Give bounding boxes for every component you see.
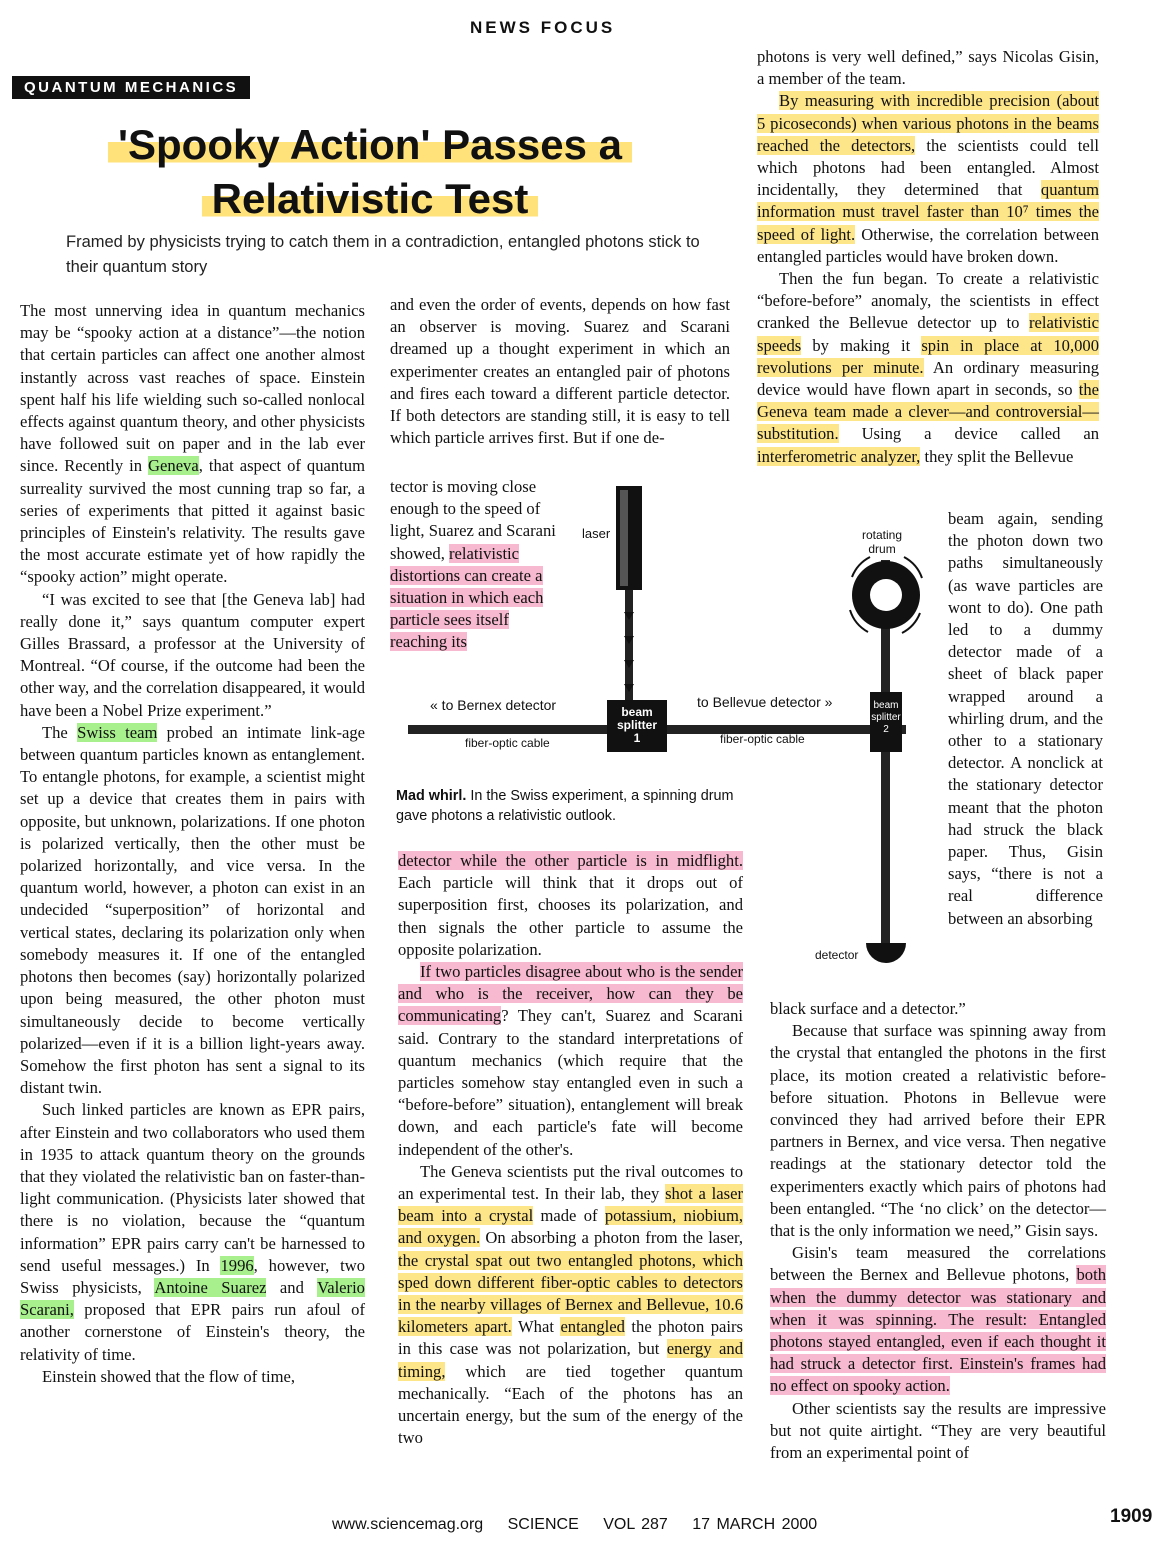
highlight-yellow: By measuring with incredible precision (about 5 picoseconds) when various photons in the beams reached the detectors, bbox=[757, 91, 1099, 155]
text: and bbox=[266, 1277, 318, 1297]
text: Gisin's team measured the correlations between the Bernex and Bellevue photons, bbox=[770, 1243, 1106, 1285]
beam-splitter-1-label bbox=[607, 706, 667, 745]
detector-label: detector bbox=[815, 948, 859, 962]
text: tector is moving close enough to the speed of light, Suarez and Scarani showed, bbox=[390, 477, 556, 563]
text: Each particle will think that it drops out of superposition first, chooses its polarization, and then signals the other particle to assume the opposite polarization. bbox=[398, 873, 743, 959]
section-tag: QUANTUM MECHANICS bbox=[12, 76, 250, 99]
footer-date: 17 MARCH 2000 bbox=[692, 1516, 818, 1533]
text: The most unnerving idea in quantum mechanics may be “spooky action at a distance”—the notion that certain particles can affect one another almost instantly across vast reaches of space. Einstein spent half his life wielding such so-called nonlocal effects against quantum theory, and other physicists have followed suit on paper and in the lab ever since. Recently in bbox=[20, 301, 365, 476]
laser-label: laser bbox=[582, 526, 611, 541]
highlight-green: 1996 bbox=[220, 1255, 254, 1275]
highlight-green: Swiss team bbox=[77, 722, 158, 742]
text: the photon pairs in this case was not polarization, but bbox=[398, 1317, 743, 1359]
fiber-label-right: fiber-optic cable bbox=[720, 732, 805, 746]
beam-splitter-2-label bbox=[870, 700, 902, 736]
laser-device bbox=[616, 486, 642, 590]
caption-title: Mad whirl. bbox=[396, 788, 467, 804]
text: Otherwise, the correlation between entangled particles would have broken down. bbox=[757, 224, 1099, 266]
paragraph bbox=[770, 1242, 1106, 1397]
page-number: 1909 bbox=[1110, 1506, 1153, 1527]
paragraph: “I was excited to see that [the Geneva lab] had really done it,” says quantum computer expert Gilles Brassard, a professor at the University of Montreal. “Of course, if the outcome had been the other way, and the correlation disappeared, it would have been a Nobel Prize experiment.” bbox=[20, 589, 365, 720]
to-bernex-label: « to Bernex detector bbox=[430, 697, 557, 713]
text: splitter bbox=[616, 718, 657, 732]
text: The Geneva scientists put the rival outcomes to an experimental test. In their lab, they bbox=[398, 1161, 743, 1204]
highlight-yellow: potassium, niobium, and oxygen. bbox=[398, 1206, 744, 1248]
highlight-green: Antoine Suarez bbox=[154, 1277, 267, 1297]
paragraph: beam again, sending the photon down two paths simultaneously (as wave particles are wont to do). One path led to a dummy detector made of a sheet of black paper wrapped around a whirling drum, and the other to a stationary detector. A nonclick at the stationary detector meant that the photon had struck the black paper. Thus, Gisin says, “there is not a real difference between an absorbing bbox=[948, 509, 1103, 928]
paragraph: Because that surface was spinning away from the crystal that entangled the photons in the first place, its motion created a relativistic before-before situation. Photons in Bellevue were convinced they had arrived before their EPR partners in Bernex, and vice versa. Then negative readings at the stationary detector told the experimenters exactly which pairs of photons had been entangled. “The ‘no click’ on the detector—that is the only information we need,” Gisin says. bbox=[770, 1021, 1106, 1241]
headline-line2: Relativistic Test bbox=[202, 175, 539, 222]
text: Using a device called an bbox=[838, 424, 1099, 444]
fiber-label-left: fiber-optic cable bbox=[465, 736, 550, 750]
highlight-pink: detector while the other particle is in midflight. bbox=[398, 851, 743, 870]
highlight-yellow: the crystal spat out two entangled photons, which sped down different fiber-optic cables to detectors in the nearby villages of Bernex and Bellevue, 10.6 kilometers apart. bbox=[398, 1250, 743, 1337]
text: Then the fun began. To create a relativistic “before-before” anomaly, the scientists in effect cranked the Bellevue detector up to bbox=[757, 269, 1099, 333]
highlight-yellow: interferometric analyzer, bbox=[757, 446, 921, 466]
highlight-green: Valerio Scarani, bbox=[20, 1277, 365, 1320]
paragraph: and even the order of events, depends on how fast an observer is moving. Suarez and Scarani dreamed up a thought experiment in which an experimenter creates an entangled pair of photons and fires each toward a different particle detector. If both detectors are standing still, it is easy to tell which particle arrives first. But if one de- bbox=[390, 295, 730, 448]
text: 2 bbox=[883, 724, 889, 735]
caption-text: In the Swiss experiment, a spinning drum gave photons a relativistic outlook. bbox=[396, 788, 734, 824]
text: , that aspect of quantum surreality survived the most cunning trap so far, a series of experiments that pitted it against basic principles of Einstein's relativity. The results gave the most accurate estimate yet of how rapidly the “spooky action” might operate. bbox=[20, 456, 365, 587]
footer-url: www.sciencemag.org bbox=[332, 1516, 484, 1533]
text: proposed that EPR pairs run afoul of another cornerstone of Einstein's theory, the relativity of time. bbox=[20, 1300, 365, 1364]
text: 1 bbox=[633, 731, 641, 745]
text: rotating bbox=[862, 528, 903, 542]
highlight-yellow: relativistic speeds bbox=[757, 313, 1099, 355]
paragraph bbox=[20, 1099, 365, 1365]
paragraph bbox=[398, 1161, 743, 1450]
text: An ordinary measuring device would have flown apart in seconds, so bbox=[757, 357, 1099, 400]
text: drum bbox=[868, 542, 896, 556]
detector bbox=[866, 943, 906, 963]
footer bbox=[332, 1516, 835, 1534]
text: What bbox=[511, 1317, 561, 1337]
highlight-yellow: energy and timing, bbox=[398, 1339, 743, 1381]
highlight-yellow: quantum information must travel faster than 10⁷ times the speed of light. bbox=[757, 180, 1099, 244]
text: they split the Bellevue bbox=[920, 446, 1074, 466]
text: probed an intimate link-age between quantum particles known as entanglement. To entangle photons, for example, a scientist might set up a device that creates them in pairs with opposite, but unknown, polarizations. If one photon is polarized vertically, then the other must be polarized horizontally, and vice versa. In the quantum world, however, a photon can exist in an undecided “superposition” of horizontal and vertical states, declaring its polarization only when somebody measures it. If one of the entangled photons then becomes (say) horizontally polarized upon being measured, the other photon must simultaneously decide to become vertically polarized—even if it is a billion light-years away. Somehow the first photon has sent a signal to its distant twin. bbox=[20, 722, 366, 1098]
laser-shine bbox=[620, 490, 628, 586]
paragraph: Other scientists say the results are impressive but not quite airtight. “They are very beautiful from an experimental point of bbox=[770, 1398, 1106, 1463]
paragraph: black surface and a detector.” bbox=[770, 999, 966, 1018]
text: On absorbing a photon from the laser, bbox=[480, 1228, 744, 1248]
text: The bbox=[42, 722, 78, 742]
paragraph: Einstein showed that the flow of time, bbox=[42, 1366, 296, 1386]
drum-label bbox=[862, 528, 902, 556]
paragraph: photons is very well defined,” says Nicolas Gisin, a member of the team. bbox=[757, 47, 1099, 89]
text: made of bbox=[533, 1206, 605, 1226]
text: by making it bbox=[801, 335, 922, 355]
text: which are tied together quantum mechanically. “Each of the photons has an uncertain energy, but the sum of the energy of the two bbox=[398, 1361, 743, 1448]
text: beam bbox=[873, 700, 899, 711]
headline-line1: 'Spooky Action' Passes a bbox=[108, 121, 632, 168]
footer-journal: SCIENCE bbox=[507, 1516, 579, 1533]
highlight-yellow: entangled bbox=[560, 1317, 625, 1337]
text: , however, two Swiss physicists, bbox=[20, 1255, 365, 1297]
to-bellevue-label: to Bellevue detector » bbox=[697, 694, 833, 710]
text: splitter bbox=[871, 712, 901, 723]
highlight-pink: If two particles disagree about who is the sender and who is the receiver, how can they be communicating bbox=[398, 962, 743, 1026]
footer-volume: VOL 287 bbox=[603, 1516, 668, 1533]
text: ? They can't, Suarez and Scarani said. Contrary to the standard interpretations of quantum mechanics (which require that the particles somehow stay entangled even in such a “before-before” situation), entanglement will break down, and each particle's fate will become independent of the other's. bbox=[398, 1006, 743, 1159]
highlight-yellow: spin in place at 10,000 revolutions per minute. bbox=[757, 335, 1099, 377]
text: the scientists could tell which photons had been entangled. Almost incidentally, they determined that bbox=[757, 135, 1099, 200]
laser-beam bbox=[625, 590, 633, 700]
highlight-pink: both when the dummy detector was stationary and when it was spinning. The result: Entangled photons stayed entangled, even if each thought it had struck a detector first. Einstein's frames had no effect on spooky action. bbox=[770, 1265, 1106, 1396]
text: Such linked particles are known as EPR pairs, after Einstein and two collaborators who used them in 1935 to attack quantum theory on the grounds that they violated the relativistic ban on faster-than-light communication. (Physicists later showed that there is no violation, because the “quantum information” EPR pairs carry can't be harnessed to send useful messages.) In bbox=[20, 1100, 365, 1275]
highlight-yellow: shot a laser beam into a crystal bbox=[398, 1184, 743, 1226]
highlight-yellow: the Geneva team made a clever—and controversial—substitution. bbox=[757, 380, 1099, 444]
highlight-green: Geneva bbox=[148, 456, 199, 476]
column-3-bottom bbox=[770, 998, 1106, 1464]
figure-caption bbox=[396, 786, 736, 826]
section-header: NEWS FOCUS bbox=[470, 18, 616, 37]
text: beam bbox=[621, 705, 653, 719]
drum-hole bbox=[870, 579, 902, 611]
highlight-pink: relativistic distortions can create a situation in which each particle sees itself reaching its bbox=[390, 543, 544, 652]
deck: Framed by physicists trying to catch them in a contradiction, entangled photons stick to their quantum story bbox=[66, 233, 700, 276]
